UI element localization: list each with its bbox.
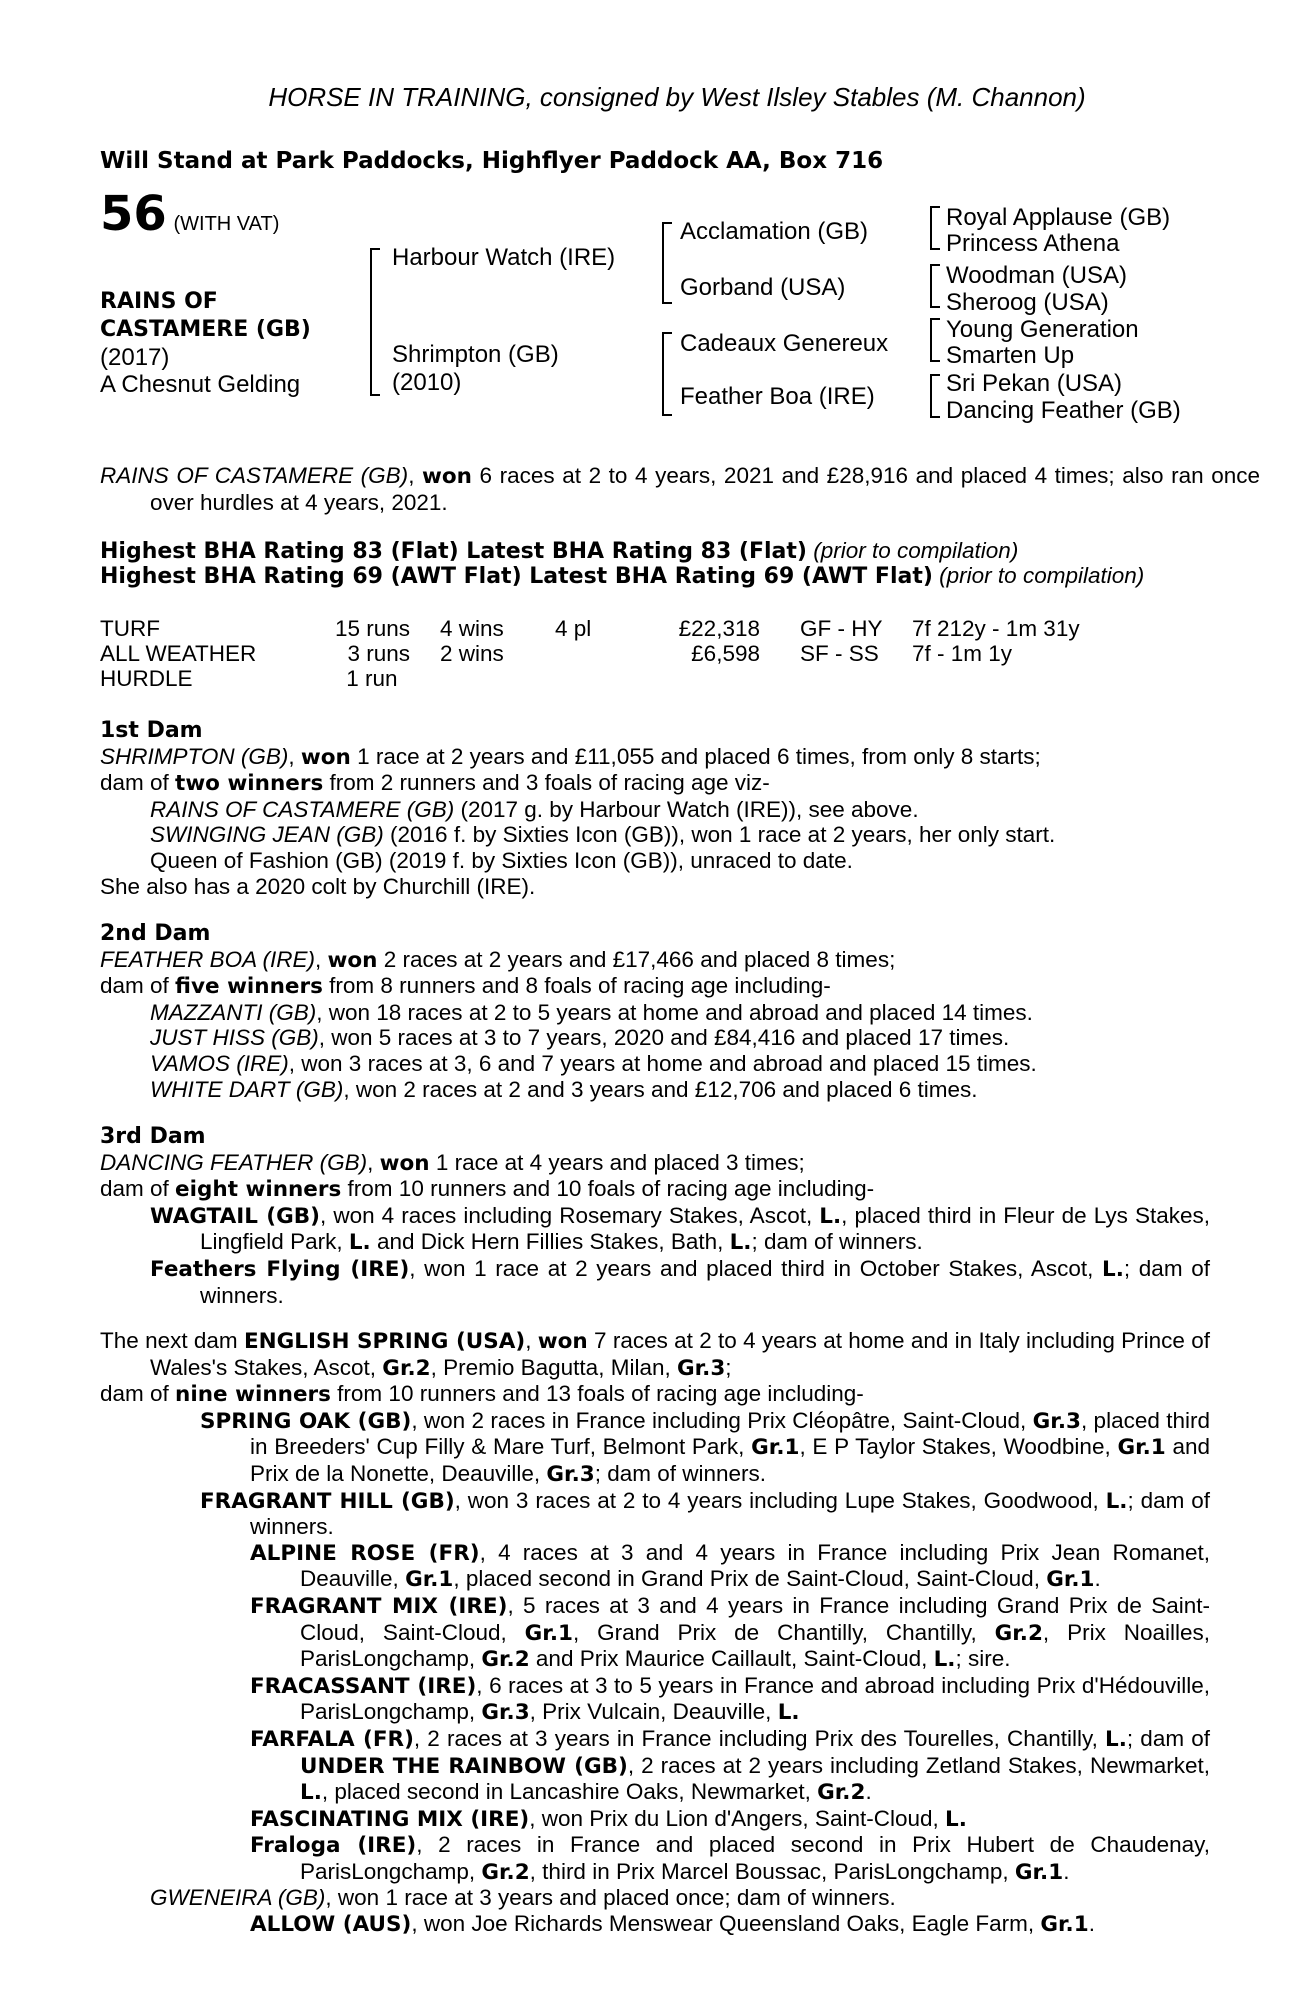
allow-b: . [1088, 1911, 1095, 1937]
fragrant-hill [100, 1488, 1210, 1540]
grade-gr1: Gr.1 [1040, 1912, 1089, 1938]
pedigree-brace-g3-4 [930, 374, 940, 418]
dam2-progeny-1 [100, 1000, 1210, 1026]
dam3-p1-b: , placed third in Fleur de Lys Stakes, Lingfield Park, [200, 1202, 1210, 1255]
dam2-line1: FEATHER BOA (IRE), won 2 races at 2 years and £17,466 and placed 8 times; [100, 946, 896, 973]
dam3-l1: 1 race at 4 years and placed 3 times; [429, 1149, 805, 1175]
dam2-progeny-2 [100, 1025, 1210, 1051]
dam1-l1: 1 race at 2 years and £11,055 and placed 6 times, from only 8 starts; [350, 743, 1041, 769]
record-distance-aw: 7f - 1m 1y [912, 641, 1013, 666]
fracassant [100, 1673, 1210, 1726]
sire-sire: Acclamation (GB) [680, 218, 869, 245]
dam1-p1-text: (2017 g. by Harbour Watch (IRE)), see above. [454, 796, 919, 822]
grade-gr3: Gr.3 [1032, 1408, 1081, 1434]
spring-oak-e: ; dam of winners. [594, 1460, 767, 1486]
dam2-p1-name: MAZZANTI (GB) [150, 999, 317, 1025]
gweneira [100, 1885, 1210, 1911]
fragrant-hill-a: , won 3 races at 2 to 4 years including Lupe Stakes, Goodwood, [454, 1487, 1106, 1513]
dam1-l2c: from 2 runners and 3 foals of racing age viz- [323, 770, 770, 796]
dam-year: (2010) [392, 369, 462, 396]
dam1-section [100, 718, 1210, 899]
dam3-winners: eight winners [175, 1177, 342, 1203]
pedigree-brace-g3-1 [930, 206, 940, 250]
dam2-p1-text: , won 18 races at 2 to 5 years at home and abroad and placed 14 times. [316, 999, 1033, 1025]
dam2-p3-name: VAMOS (IRE) [150, 1050, 289, 1076]
dam4-l1b: , Premio Bagutta, Milan, [430, 1354, 677, 1380]
record-going-aw: SF - SS [800, 641, 879, 666]
gen3-6: Smarten Up [946, 342, 1075, 369]
dam3-l2a: dam of [100, 1176, 176, 1202]
fragrant-hill-name: FRAGRANT HILL (GB) [200, 1488, 455, 1514]
dam3-p1-d: ; dam of winners. [751, 1229, 923, 1255]
pedigree-brace-sire [662, 222, 672, 304]
dam3-won: won [379, 1150, 430, 1176]
grade-gr2: Gr.2 [481, 1859, 530, 1885]
dam3-section [100, 1124, 1210, 1308]
sire-dam: Gorband (USA) [680, 274, 846, 301]
farfala-a: , 2 races at 3 years in France including Prix des Tourelles, Chantilly, [413, 1725, 1106, 1751]
dam3-l2c: from 10 runners and 10 foals of racing age including- [341, 1176, 875, 1202]
fascinating-mix-a: , won Prix du Lion d'Angers, Saint-Cloud, [529, 1805, 946, 1831]
page-title: HORSE IN TRAINING, consigned by West Ilsley Stables (M. Channon) [268, 82, 1086, 112]
allow-name: ALLOW (AUS) [250, 1912, 412, 1938]
record-placed-turf: 4 pl [555, 616, 592, 641]
grade-listed: L. [1105, 1726, 1127, 1752]
gweneira-a: , won 1 race at 3 years and placed once; dam of winners. [325, 1885, 896, 1911]
grade-listed: L. [819, 1203, 842, 1229]
farfala [100, 1726, 1210, 1806]
grade-gr3: Gr.3 [481, 1700, 530, 1726]
fraloga-b: , third in Prix Marcel Boussac, ParisLongchamp, [529, 1858, 1015, 1884]
farfala-e: , placed second in Lancashire Oaks, Newmarket, [321, 1779, 818, 1805]
fragrant-mix-b: , Grand Prix de Chantilly, Chantilly, [572, 1619, 995, 1645]
grade-gr3: Gr.3 [546, 1461, 595, 1487]
pedigree-brace-g3-3 [930, 318, 940, 362]
summary-horse-name: RAINS OF CASTAMERE (GB) [100, 463, 409, 488]
fragrant-mix-a: , 5 races at 3 and 4 years in France including Grand Prix de Saint-Cloud, Saint-Cloud, [300, 1592, 1211, 1645]
record-runs-aw: 3 runs [347, 641, 410, 666]
grade-listed: L. [777, 1700, 800, 1726]
dam1-p2-text: (2016 f. by Sixties Icon (GB)), won 1 race at 2 years, her only start. [383, 822, 1056, 848]
dam3-p2-name: Feathers Flying (IRE) [150, 1256, 410, 1282]
dam2-p4-text: , won 2 races at 2 and 3 years and £12,706 and placed 6 times. [343, 1076, 978, 1102]
dam3-name: DANCING FEATHER (GB) [100, 1149, 368, 1175]
dam4-l1c: ; [725, 1354, 732, 1380]
dam3-p2-a: , won 1 race at 2 years and placed third in October Stakes, Ascot, [409, 1255, 1103, 1281]
grade-gr3: Gr.3 [676, 1355, 726, 1381]
fascinating-mix-name: FASCINATING MIX (IRE) [250, 1806, 530, 1832]
pedigree-brace-dam [662, 332, 672, 416]
rating-flat-note: (prior to compilation) [806, 538, 1019, 563]
fracassant-b: , Prix Vulcain, Deauville, [529, 1699, 778, 1725]
dam-dam: Feather Boa (IRE) [680, 383, 875, 410]
dam2-p2-text: , won 5 races at 3 to 7 years, 2020 and £84,416 and placed 17 times. [318, 1025, 1010, 1051]
fracassant-a: , 6 races at 3 to 5 years in France and abroad including Prix d'Hédouville, ParisLongchamp, [300, 1672, 1211, 1725]
gen3-7: Sri Pekan (USA) [946, 370, 1123, 397]
gen3-4: Sheroog (USA) [946, 289, 1109, 316]
fraloga [100, 1832, 1210, 1885]
grade-listed: L. [348, 1230, 371, 1256]
farfala-b: ; dam of [1126, 1725, 1210, 1751]
dam3-heading: 3rd Dam [100, 1124, 206, 1149]
rating-flat [100, 538, 1210, 565]
dam2-name: FEATHER BOA (IRE) [100, 946, 316, 972]
grade-gr1: Gr.1 [1014, 1859, 1064, 1885]
vat-note: (WITH VAT) [173, 213, 280, 235]
horse-name-line1: RAINS OF [100, 289, 218, 314]
dam2-winners: five winners [175, 974, 323, 1000]
fragrant-mix-c: , Prix Noailles, ParisLongchamp, [300, 1619, 1210, 1672]
dam1-winners: two winners [175, 771, 324, 797]
farfala-name: FARFALA (FR) [250, 1726, 414, 1752]
grade-listed: L. [1105, 1488, 1128, 1514]
allow-a: , won Joe Richards Menswear Queensland Oaks, Eagle Farm, [411, 1911, 1041, 1937]
dam1-line2 [100, 770, 1210, 797]
dam4-winners: nine winners [175, 1382, 331, 1408]
pedigree-brace-gen1 [370, 248, 380, 396]
lot-number-line [100, 186, 280, 242]
race-record-table [100, 616, 1210, 696]
grade-listed: L. [300, 1780, 322, 1806]
dam3-p1-c: and Dick Hern Fillies Stakes, Bath, [370, 1229, 730, 1255]
fragrant-mix-e: ; sire. [955, 1646, 1011, 1672]
grade-gr1: Gr.1 [1117, 1435, 1166, 1461]
dam2-l1: 2 races at 2 years and £17,466 and placed 8 times; [377, 946, 896, 972]
dam2-l2c: from 8 runners and 8 foals of racing age including- [322, 973, 831, 999]
alpine-rose-name: ALPINE ROSE (FR) [250, 1540, 480, 1566]
grade-gr1: Gr.1 [405, 1567, 454, 1593]
dam4-name: ENGLISH SPRING (USA) [243, 1329, 526, 1354]
dam1-heading: 1st Dam [100, 718, 203, 743]
dam4-intro: The next dam [100, 1328, 244, 1353]
grade-gr1: Gr.1 [1046, 1567, 1095, 1593]
alpine-rose-a: , 4 races at 3 and 4 years in France including Prix Jean Romanet, Deauville, [300, 1539, 1211, 1592]
dam2-p4-name: WHITE DART (GB) [150, 1076, 344, 1102]
spring-oak-name: SPRING OAK (GB) [200, 1408, 412, 1434]
grade-gr2: Gr.2 [481, 1647, 530, 1673]
record-runs-hurdle-text: 1 run [346, 666, 398, 691]
record-prize-turf: £22,318 [678, 616, 760, 641]
record-surface-hurdle: HURDLE [100, 666, 193, 691]
dam2-won: won [327, 947, 378, 973]
dam2-progeny-3 [100, 1051, 1210, 1077]
dam1-progeny-3: Queen of Fashion (GB) (2019 f. by Sixties Icon (GB)), unraced to date. [150, 847, 853, 873]
dam1-line1: SHRIMPTON (GB), won 1 race at 2 years and £11,055 and placed 6 times, from only 8 starts; [100, 743, 1041, 770]
grade-gr2: Gr.2 [817, 1780, 866, 1806]
dam-sire: Cadeaux Genereux [680, 330, 889, 357]
dam4-l1a: 7 races at 2 to 4 years at home and in Italy including Prince of Wales's Stakes, Ascot, [150, 1328, 1210, 1380]
record-wins-aw: 2 wins [440, 641, 504, 666]
grade-gr2: Gr.2 [994, 1620, 1043, 1646]
fragrant-mix-name: FRAGRANT MIX (IRE) [250, 1593, 508, 1619]
fragrant-mix-d: and Prix Maurice Caillault, Saint-Cloud, [529, 1646, 934, 1672]
grade-gr2: Gr.2 [382, 1355, 431, 1381]
record-distance-turf: 7f 212y - 1m 31y [912, 616, 1080, 641]
dam4-line2 [100, 1381, 1210, 1408]
allow [100, 1911, 1210, 1938]
dam3-line2 [100, 1176, 1210, 1203]
dam3-p1-name: WAGTAIL (GB) [150, 1203, 320, 1229]
spring-oak-b: , placed third in Breeders' Cup Filly & Mare Turf, Belmont Park, [250, 1407, 1210, 1460]
gen3-5: Young Generation [946, 316, 1139, 343]
dam2-l2a: dam of [100, 973, 176, 999]
record-prize-aw: £6,598 [691, 641, 760, 666]
dam3-p2-b: ; dam of winners. [200, 1255, 1210, 1308]
spring-oak-d: and Prix de la Nonette, Deauville, [250, 1434, 1211, 1486]
stand-location: Will Stand at Park Paddocks, Highflyer Paddock AA, Box 716 [100, 148, 884, 174]
dam2-p2-name: JUST HISS (GB) [150, 1025, 319, 1051]
fraloga-c: . [1063, 1858, 1070, 1884]
dam3-p1-a: , won 4 races including Rosemary Stakes, Ascot, [320, 1202, 820, 1228]
gen3-2: Princess Athena [946, 230, 1120, 257]
grade-listed: L. [945, 1806, 967, 1832]
fragrant-hill-b: ; dam of winners. [250, 1487, 1210, 1540]
rating-flat-bold: Highest BHA Rating 83 (Flat) Latest BHA Rating 83 (Flat) [100, 539, 807, 564]
grade-gr1: Gr.1 [524, 1620, 573, 1646]
dam1-name: SHRIMPTON (GB) [100, 743, 289, 769]
gen3-8: Dancing Feather (GB) [946, 397, 1181, 424]
record-surface-aw: ALL WEATHER [100, 641, 257, 666]
dam4-won: won [537, 1329, 588, 1354]
dam3-progeny-2 [100, 1256, 1210, 1308]
dam1-p2-name: SWINGING JEAN (GB) [150, 822, 384, 848]
pedigree-brace-g3-2 [930, 264, 940, 308]
spring-oak-c: , E P Taylor Stakes, Woodbine, [799, 1434, 1118, 1460]
dam: Shrimpton (GB) [392, 341, 559, 368]
grade-listed: L. [729, 1230, 752, 1256]
grade-gr1: Gr.1 [751, 1435, 800, 1461]
alpine-rose-c: . [1094, 1566, 1101, 1592]
record-runs-turf: 15 runs [334, 616, 410, 641]
spring-oak [100, 1408, 1210, 1488]
grade-listed: L. [1102, 1256, 1124, 1282]
horse-name-line2: CASTAMERE (GB) [100, 317, 311, 342]
dam1-won: won [300, 744, 351, 770]
fraloga-a: , 2 races in France and placed second in Prix Hubert de Chaudenay, ParisLongchamp, [300, 1832, 1211, 1884]
dam3-line1: DANCING FEATHER (GB), won 1 race at 4 years and placed 3 times; [100, 1149, 805, 1176]
dam1-progeny-1 [100, 797, 1210, 823]
alpine-rose [100, 1540, 1210, 1593]
under-the-rainbow-name: UNDER THE RAINBOW (GB) [300, 1753, 628, 1779]
dam1-note: She also has a 2020 colt by Churchill (IRE). [100, 873, 536, 899]
fraloga-name: Fraloga (IRE) [250, 1833, 417, 1859]
summary-text: 6 races at 2 to 4 years, 2021 and £28,916 and placed 4 times; also ran once over hurdles at 4 years, 2021. [150, 463, 1260, 515]
dam3-progeny-1 [100, 1203, 1210, 1256]
sire: Harbour Watch (IRE) [392, 244, 616, 271]
summary-won: won [422, 464, 472, 489]
fracassant-name: FRACASSANT (IRE) [250, 1673, 477, 1699]
record-runs-hurdle [310, 666, 410, 692]
alpine-rose-b: , placed second in Grand Prix de Saint-Cloud, Saint-Cloud, [453, 1566, 1047, 1592]
dam1-p1-name: RAINS OF CASTAMERE (GB) [150, 796, 455, 822]
dam4-l2c: from 10 runners and 13 foals of racing age including- [330, 1381, 864, 1407]
record-surface-turf: TURF [100, 616, 160, 641]
dam4-section [100, 1328, 1210, 1938]
dam1-progeny-2 [100, 822, 1210, 848]
dam2-progeny-4 [100, 1077, 1210, 1103]
farfala-f: . [865, 1779, 872, 1805]
dam2-heading: 2nd Dam [100, 921, 211, 946]
dam1-l2a: dam of [100, 770, 176, 796]
gweneira-name: GWENEIRA (GB) [150, 1885, 326, 1911]
dam2-p3-text: , won 3 races at 3, 6 and 7 years at home and abroad and placed 15 times. [288, 1050, 1037, 1076]
gen3-1: Royal Applause (GB) [946, 204, 1171, 231]
dam2-section [100, 921, 1210, 1102]
rating-awt-note: (prior to compilation) [932, 563, 1145, 588]
record-going-turf: GF - HY [800, 616, 883, 641]
rating-awt [100, 563, 1210, 590]
dam4-line1: The next dam ENGLISH SPRING (USA), won 7 races at 2 to 4 years at home and in Italy including Prince of Wales's Stakes, Ascot, Gr.2, Premio Bagutta, Milan, Gr.3; [100, 1328, 1210, 1381]
race-summary: RAINS OF CASTAMERE (GB), won 6 races at 2 to 4 years, 2021 and £28,916 and placed 4 times; also ran once over hurdles at 4 years, 2021. [100, 463, 1260, 515]
fascinating-mix [100, 1806, 1210, 1833]
foaling-year: (2017) [100, 344, 170, 371]
record-wins-turf: 4 wins [440, 616, 504, 641]
spring-oak-a: , won 2 races in France including Prix Cléopâtre, Saint-Cloud, [411, 1407, 1033, 1433]
horse-description: A Chesnut Gelding [100, 371, 301, 398]
dam4-l2a: dam of [100, 1381, 176, 1407]
rating-awt-bold: Highest BHA Rating 69 (AWT Flat) Latest BHA Rating 69 (AWT Flat) [100, 564, 933, 589]
gen3-3: Woodman (USA) [946, 262, 1127, 289]
fragrant-mix [100, 1593, 1210, 1673]
lot-number: 56 [100, 186, 167, 242]
grade-listed: L. [933, 1647, 956, 1673]
farfala-d: , 2 races at 2 years including Zetland Stakes, Newmarket, [627, 1752, 1210, 1778]
dam2-line2 [100, 973, 1210, 1000]
